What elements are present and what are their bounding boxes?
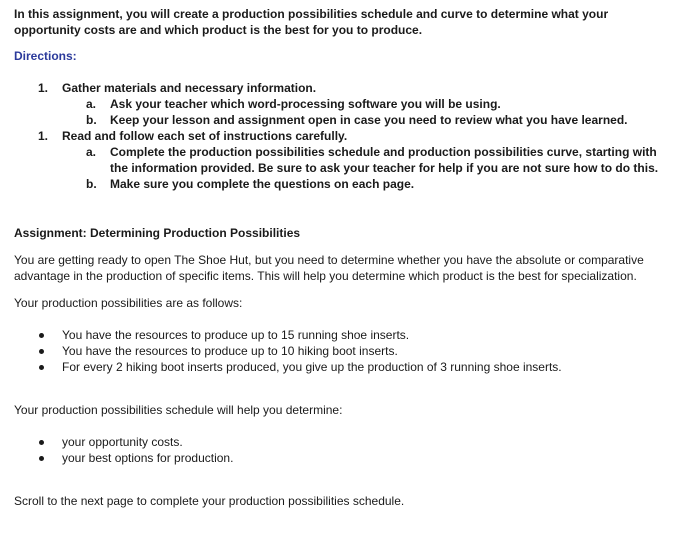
schedule-intro: Your production possibilities schedule will help you determine: — [14, 403, 343, 417]
assignment-heading: Assignment: Determining Production Possibilities — [14, 226, 301, 240]
list-item — [14, 359, 674, 375]
directions-heading: Directions: — [14, 49, 77, 63]
substep-letter: a. — [86, 145, 97, 159]
list-item — [14, 434, 674, 450]
substep-item — [62, 144, 674, 176]
determine-text: your best options for production. — [62, 451, 234, 465]
substep-text: Keep your lesson and assignment open in case you need to review what you have learned. — [110, 113, 628, 127]
possibility-text: You have the resources to produce up to 15 running shoe inserts. — [62, 328, 410, 342]
substep-list — [62, 144, 674, 192]
substep-text: Ask your teacher which word-processing software you will be using. — [110, 97, 501, 111]
step-number: 1. — [38, 129, 49, 143]
list-item — [14, 450, 674, 466]
bullet-icon — [39, 365, 44, 370]
substep-letter: b. — [86, 113, 97, 127]
bullet-icon — [39, 349, 44, 354]
step-item — [14, 80, 674, 128]
possibilities-list — [14, 327, 674, 375]
possibility-text: You have the resources to produce up to 10 hiking boot inserts. — [62, 344, 398, 358]
substep-letter: a. — [86, 97, 97, 111]
step-text: Gather materials and necessary information. — [62, 81, 317, 95]
determine-list — [14, 434, 674, 466]
assignment-document — [14, 6, 674, 509]
step-text: Read and follow each set of instructions carefully. — [62, 129, 348, 143]
substep-text: Complete the production possibilities schedule and production possibilities curve, starting with the information provided. Be sure to ask your teacher for help if you are not sure how to do this. — [110, 145, 659, 175]
list-item — [14, 327, 674, 343]
substep-text: Make sure you complete the questions on each page. — [110, 177, 415, 191]
substep-item — [62, 176, 674, 192]
shoe-hut-paragraph: You are getting ready to open The Shoe Hut, but you need to determine whether you have the absolute or comparative advantage in the production of specific items. This will help you determine which product is the best for specialization. — [14, 253, 644, 283]
directions-list — [14, 80, 674, 192]
bullet-icon — [39, 440, 44, 445]
bullet-icon — [39, 456, 44, 461]
list-item — [14, 343, 674, 359]
scroll-instruction: Scroll to the next page to complete your production possibilities schedule. — [14, 494, 405, 508]
substep-letter: b. — [86, 177, 97, 191]
substep-item — [62, 112, 674, 128]
possibilities-intro: Your production possibilities are as follows: — [14, 296, 243, 310]
substep-item — [62, 96, 674, 112]
determine-text: your opportunity costs. — [62, 435, 183, 449]
step-number: 1. — [38, 81, 49, 95]
step-item — [14, 128, 674, 192]
bullet-icon — [39, 333, 44, 338]
substep-list — [62, 96, 674, 128]
possibility-text: For every 2 hiking boot inserts produced, you give up the production of 3 running shoe inserts. — [62, 360, 562, 374]
intro-text: In this assignment, you will create a production possibilities schedule and curve to determine what your opportunity costs are and which product is the best for you to produce. — [14, 7, 609, 37]
